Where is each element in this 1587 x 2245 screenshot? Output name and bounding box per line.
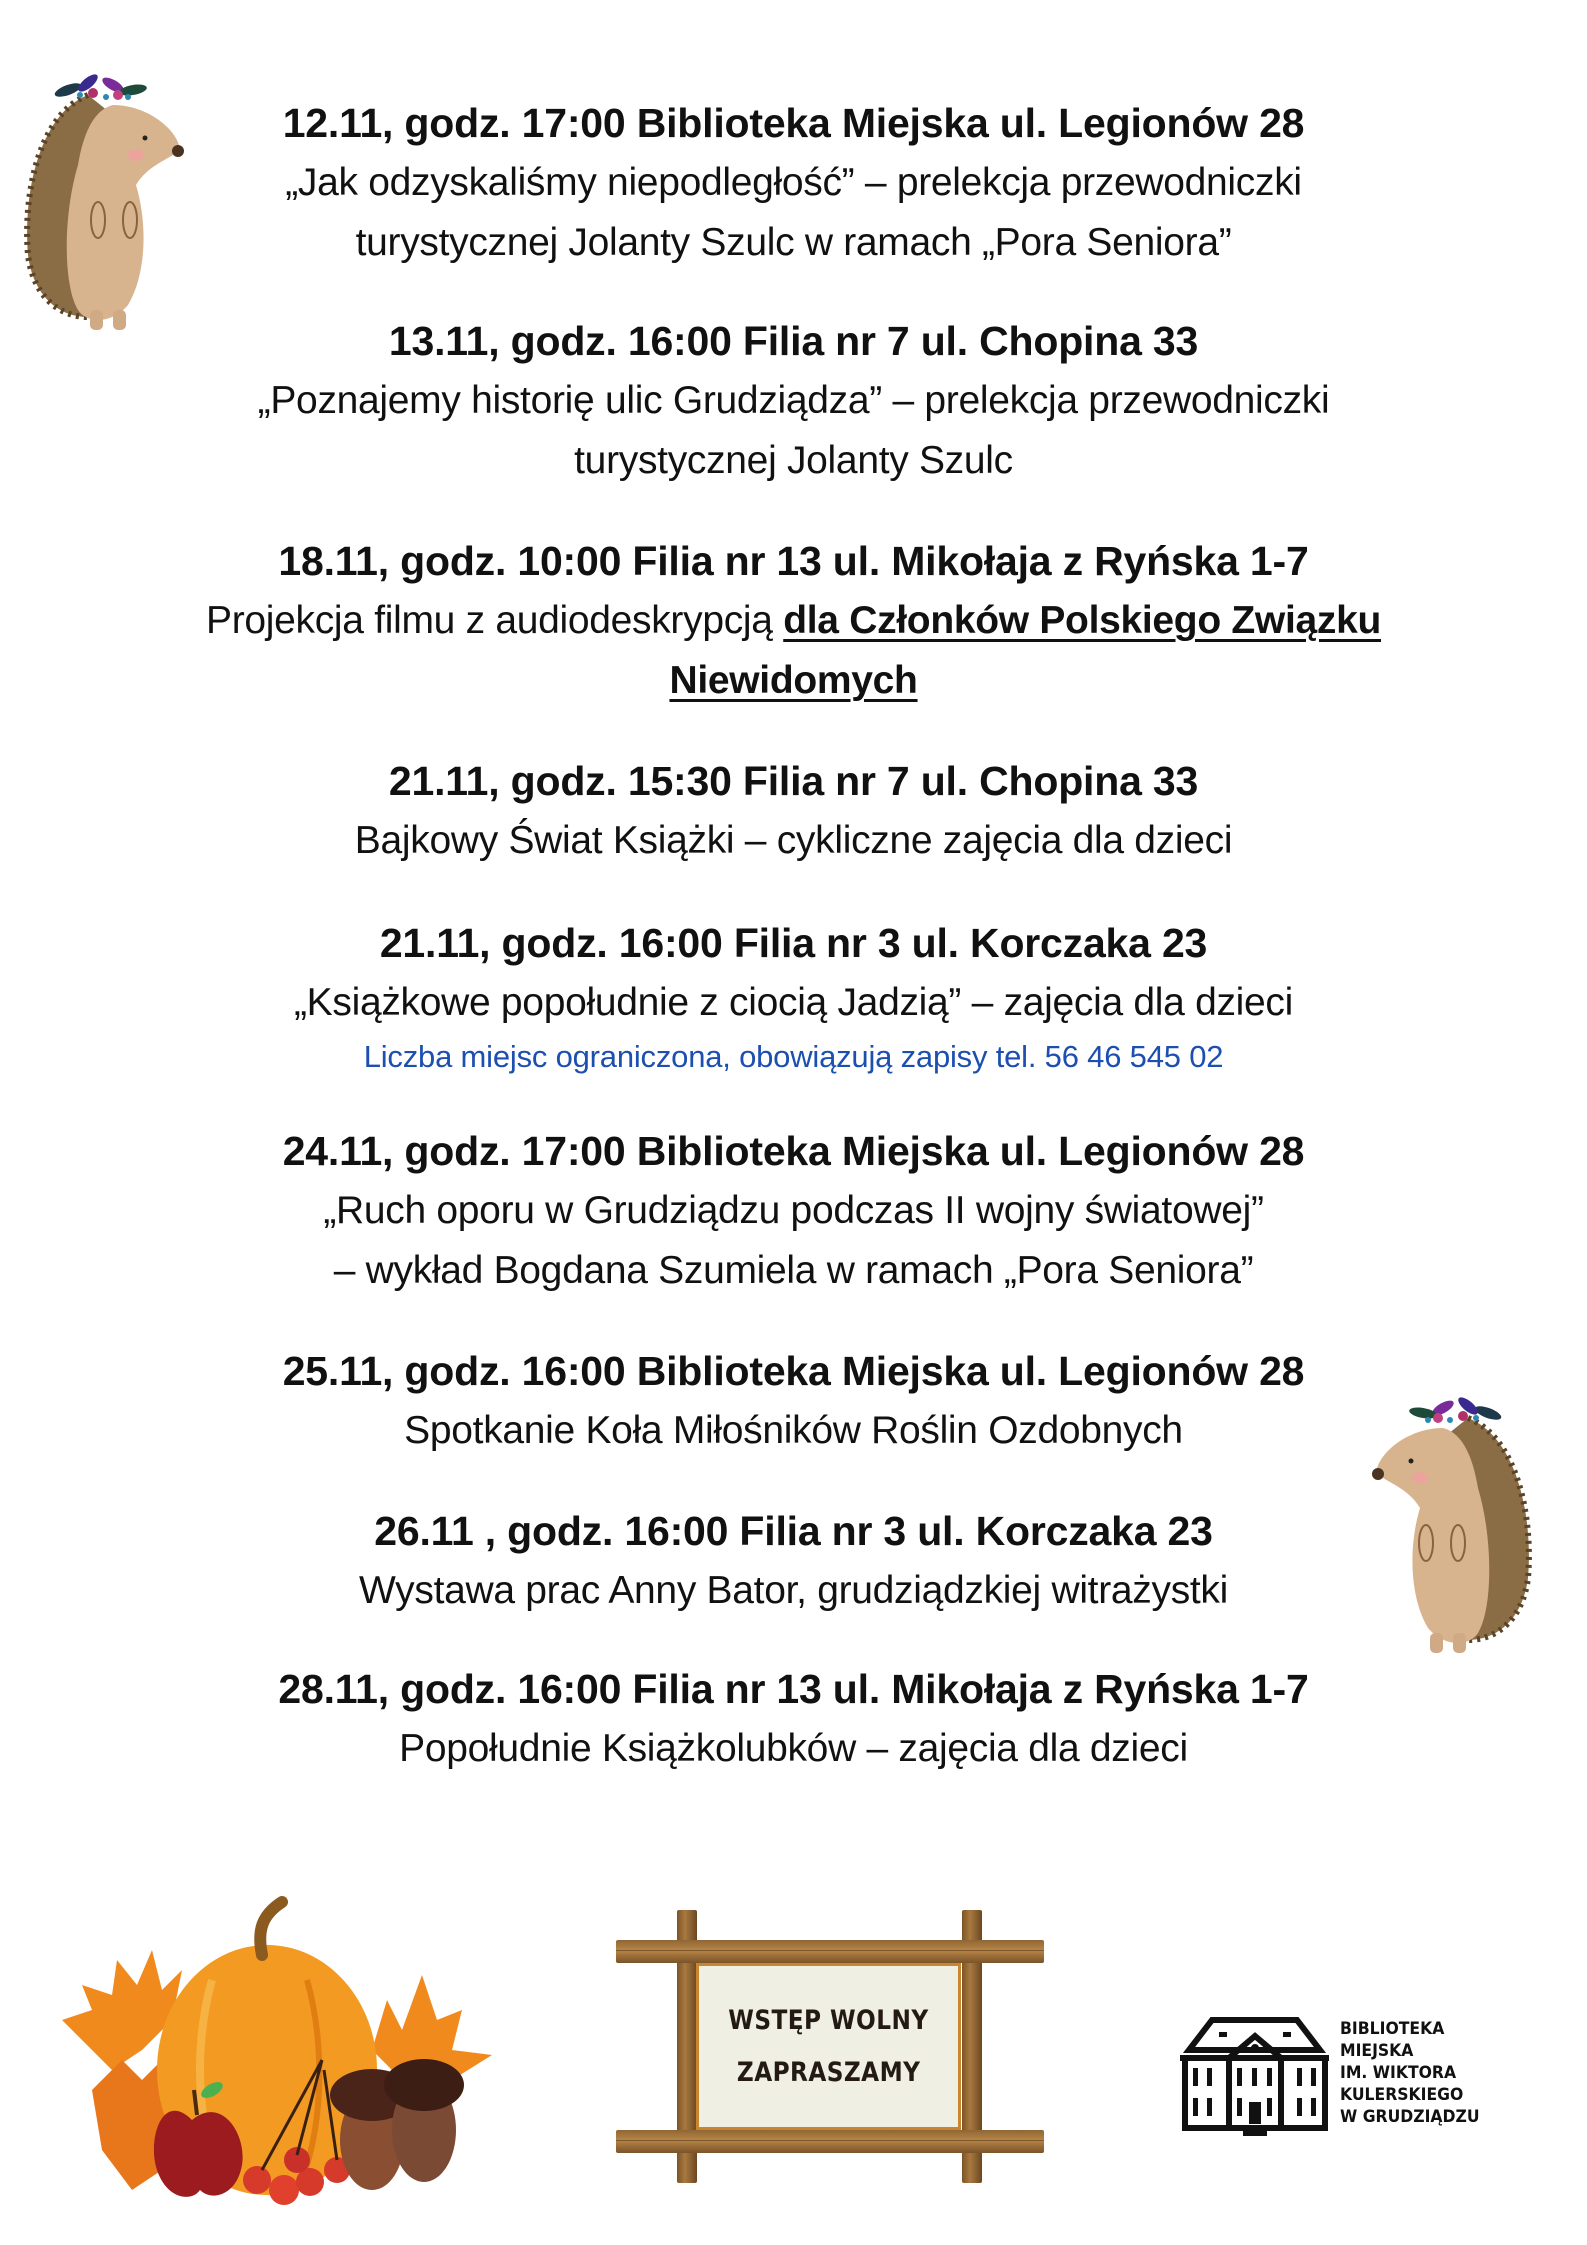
library-building-icon (1177, 2010, 1333, 2138)
event-description: Wystawa prac Anny Bator, grudziądzkiej witrażystki (359, 1569, 1228, 1612)
free-entry-sign (616, 1910, 1046, 2185)
event-headline: 25.11, godz. 16:00 Biblioteka Miejska ul. Legionów 28 (282, 1348, 1305, 1394)
event-description: „Ruch oporu w Grudziądzu podczas II wojny światowej” (323, 1189, 1264, 1232)
library-name-line: IM. WIKTORA (1340, 2063, 1457, 2083)
event-description-plain: Projekcja filmu z audiodeskrypcją (205, 599, 784, 642)
event-description: Spotkanie Koła Miłośników Roślin Ozdobnych (404, 1409, 1183, 1452)
event-headline: 28.11, godz. 16:00 Filia nr 13 ul. Mikołaja z Ryńska 1-7 (278, 1666, 1309, 1712)
sign-paper (696, 1963, 961, 2130)
event-item (0, 531, 1587, 711)
event-description: Bajkowy Świat Książki – cykliczne zajęcia dla dzieci (354, 819, 1233, 862)
event-description: „Jak odzyskaliśmy niepodległość” – prelekcja przewodniczki (285, 161, 1302, 204)
event-headline: 24.11, godz. 17:00 Biblioteka Miejska ul. Legionów 28 (282, 1128, 1305, 1174)
autumn-pumpkin-illustration (52, 1890, 502, 2212)
library-name-line: MIEJSKA (1340, 2041, 1414, 2061)
event-item (0, 913, 1587, 1081)
event-description: turystycznej Jolanty Szulc (574, 439, 1013, 482)
event-headline: 21.11, godz. 15:30 Filia nr 7 ul. Chopina 33 (388, 758, 1199, 804)
event-item (0, 311, 1587, 491)
library-name-line: W GRUDZIĄDZU (1340, 2107, 1480, 2127)
event-headline: 21.11, godz. 16:00 Filia nr 3 ul. Korczaka 23 (379, 920, 1208, 966)
event-audience-emphasis: Niewidomych (669, 659, 918, 702)
event-description: „Poznajemy historię ulic Grudziądza” – prelekcja przewodniczki (257, 379, 1330, 422)
event-item (0, 1121, 1587, 1301)
event-headline: 18.11, godz. 10:00 Filia nr 13 ul. Mikołaja z Ryńska 1-7 (278, 538, 1309, 584)
event-description (0, 591, 1587, 651)
event-item (0, 1341, 1587, 1461)
registration-note: Liczba miejsc ograniczona, obowiązują zapisy tel. 56 46 545 02 (363, 1039, 1224, 1074)
sign-welcome-text: ZAPRASZAMY (736, 2056, 921, 2088)
event-headline: 13.11, godz. 16:00 Filia nr 7 ul. Chopina 33 (388, 318, 1199, 364)
event-item (0, 93, 1587, 273)
event-item (0, 1501, 1587, 1621)
event-description: „Książkowe popołudnie z ciocią Jadzią” – zajęcia dla dzieci (293, 981, 1293, 1024)
event-headline: 12.11, godz. 17:00 Biblioteka Miejska ul. Legionów 28 (282, 100, 1305, 146)
event-item (0, 1659, 1587, 1779)
sign-beam-bottom (616, 2130, 1044, 2153)
event-description (0, 651, 1587, 711)
event-description: turystycznej Jolanty Szulc w ramach „Pora Seniora” (355, 221, 1232, 264)
library-logo (1177, 2010, 1512, 2138)
sign-beam-top (616, 1940, 1044, 1963)
event-description: – wykład Bogdana Szumiela w ramach „Pora Seniora” (333, 1249, 1254, 1292)
library-name (1340, 2018, 1492, 2128)
event-audience-emphasis: dla Członków Polskiego Związku (783, 599, 1381, 642)
library-name-line: BIBLIOTEKA (1340, 2019, 1445, 2039)
event-description: Popołudnie Książkolubków – zajęcia dla dzieci (399, 1727, 1188, 1770)
acorn-icon (330, 2059, 464, 2190)
library-name-line: KULERSKIEGO (1340, 2085, 1464, 2105)
sign-free-entry-text: WSTĘP WOLNY (728, 2004, 929, 2036)
event-headline: 26.11 , godz. 16:00 Filia nr 3 ul. Korczaka 23 (374, 1508, 1213, 1554)
event-item (0, 751, 1587, 871)
